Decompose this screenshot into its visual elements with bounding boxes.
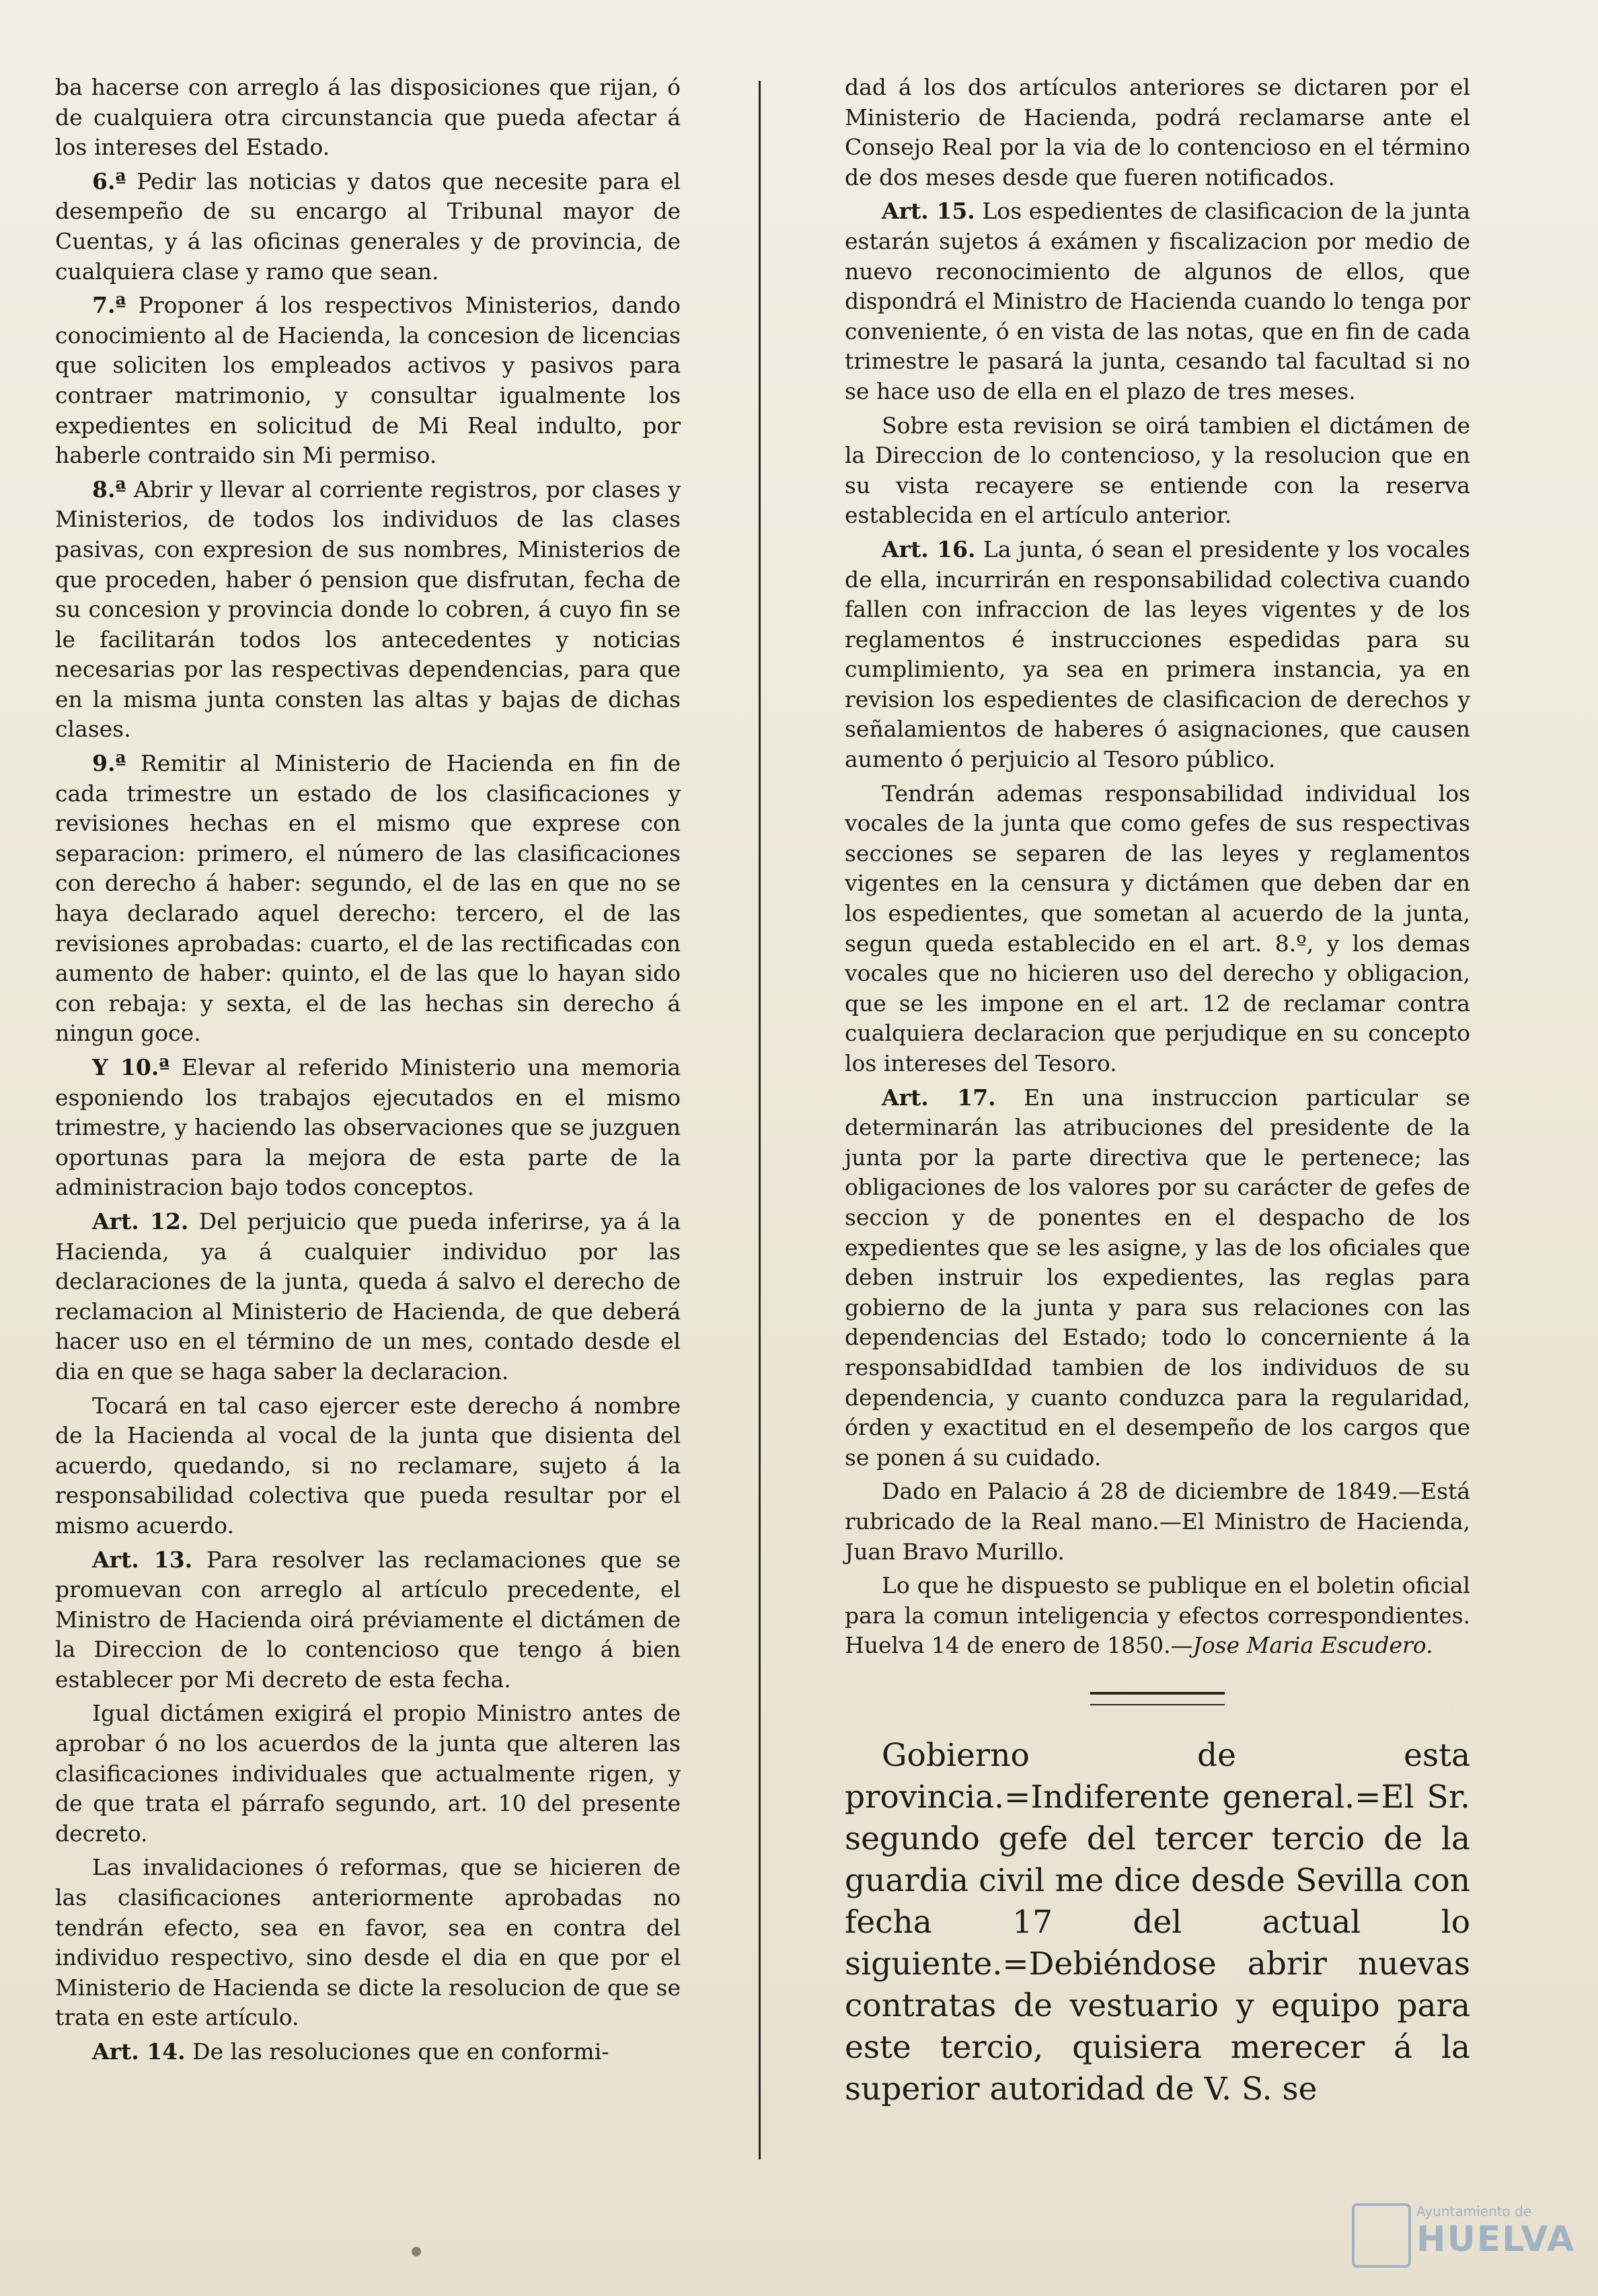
left-paragraph-0: ba hacerse con arreglo á las disposiciones que rijan, ó de cualquiera otra circunstancia que pueda afectar á los intereses del Estado.: [55, 74, 681, 161]
right-paragraph-5: Art. 17. En una instruccion particular se determinarán las atribuciones del presidente de la junta por la parte directiva que le pertenece; las obligaciones de los valores por su carácter de gefes de seccion y de ponentes en el despacho de los expedientes que se les asigne, y las de los oficiales que deben instruir los expedientes, las reglas para gobierno de la junta y para sus relaciones con las dependencias del Estado; todo lo concerniente á la responsabidIdad tambien de los individuos de su dependencia, y cuanto conduzca para la regularidad, órden y exactitud en el desempeño de los cargos que se ponen á su cuidado.: [845, 1084, 1470, 1471]
archive-watermark: [1352, 2196, 1576, 2270]
left-paragraph-7: Tocará en tal caso ejercer este derecho á nombre de la Hacienda al vocal de la junta que disienta del acuerdo, quedando, si no reclamare, sujeto á la responsabilidad colectiva que pueda resultar por el mismo acuerdo.: [55, 1392, 681, 1539]
left-paragraph-10: Las invalidaciones ó reformas, que se hicieren de las clasificaciones anteriormente aprobadas no tendrán efecto, sea en favor, sea en contra del individuo respectivo, sino desde el dia en que por el Ministerio de Hacienda se dicte la resolucion de que se trata en este artículo.: [55, 1854, 681, 2031]
signature-name: Jose Maria Escudero.: [1192, 1632, 1433, 1659]
left-paragraph-5: Y 10.ª Elevar al referido Ministerio una memoria esponiendo los trabajos ejecutados en el mismo trimestre, y haciendo las observaciones que se juzguen oportunas para la mejora de esta parte de la administracion bajo todos conceptos.: [55, 1054, 681, 1201]
right-paragraph-1: Art. 15. Los espedientes de clasificacion de la junta estarán sujetos á exámen y fiscalizacion por medio de nuevo reconocimiento de algunos de ellos, que dispondrá el Ministro de Hacienda cuando lo tenga por conveniente, ó en vista de las notas, que en fin de cada trimestre le pasará la junta, cesando tal facultad si no se hace uso de ella en el plazo de tres meses.: [845, 198, 1471, 404]
provincial-notice: Gobierno de esta provincia.=Indiferente general.=El Sr. segundo gefe del tercer tercio de la guardia civil me dice desde Sevilla con fecha 17 del actual lo siguiente.=Debiéndose abrir nuevas contratas de vestuario y equipo para este tercio, quisiera merecer á la superior autoridad de V. S. se: [845, 1736, 1470, 2108]
left-paragraph-2: 7.ª Proponer á los respectivos Ministerios, dando conocimiento al de Hacienda, la concesion de licencias que soliciten los empleados activos y pasivos para contraer matrimonio, y consultar igualmente los expedientes en solicitud de Mi Real indulto, por haberle contraido sin Mi permiso.: [55, 292, 681, 469]
right-paragraph-7: Lo que he dispuesto se publique en el boletin oficial para la comun inteligencia y efectos correspondientes. Huelva 14 de enero de 1850.—Jose Maria Escudero.: [845, 1572, 1470, 1659]
right-paragraph-4: Tendrán ademas responsabilidad individual los vocales de la junta que como gefes de sus respectivas secciones se separen de las leyes y reglamentos vigentes en la censura y dictámen que deben dar en los espedientes, que sometan al acuerdo de la junta, segun queda establecido en el art. 8.º, y los demas vocales que no hicieren uso del derecho y obligacion, que se les impone en el art. 12 de reclamar contra cualquiera declaracion que perjudique en su concepto los intereses del Tesoro.: [845, 780, 1470, 1076]
left-column: [55, 73, 681, 2071]
crest-icon: [1352, 2203, 1411, 2268]
right-paragraph-2: Sobre esta revision se oirá tambien el dictámen de la Direccion de lo contencioso, y la resolucion que en su vista recayere se entiende con la reserva establecida en el artículo anterior.: [845, 412, 1470, 529]
watermark-small-text: Ayuntamiento de: [1416, 2203, 1532, 2219]
column-rule: [759, 81, 761, 2159]
left-paragraph-3: 8.ª Abrir y llevar al corriente registros, por clases y Ministerios, de todos los individuos de las clases pasivas, con expresion de sus nombres, Ministerios de que proceden, haber ó pension que disfrutan, fecha de su concesion y provincia donde lo cobren, á cuyo fin se le facilitarán todos los antecedentes y noticias necesarias por las respectivas dependencias, para que en la misma junta consten las altas y bajas de dichas clases.: [55, 476, 681, 743]
watermark-big-text: HUELVA: [1416, 2219, 1576, 2260]
right-column: [845, 73, 1470, 2114]
section-divider: [1090, 1692, 1225, 1705]
left-paragraph-11: Art. 14. De las resoluciones que en conformi-: [92, 2038, 609, 2065]
left-paragraph-1: 6.ª Pedir las noticias y datos que necesite para el desempeño de su encargo al Tribunal mayor de Cuentas, y á las oficinas generales y de provincia, de cualquiera clase y ramo que sean.: [55, 168, 681, 285]
left-paragraph-8: Art. 13. Para resolver las reclamaciones que se promuevan con arreglo al artículo precedente, el Ministro de Hacienda oirá préviamente el dictámen de la Direccion de lo contencioso que tengo á bien establecer por Mi decreto de esta fecha.: [55, 1546, 681, 1693]
right-paragraph-6: Dado en Palacio á 28 de diciembre de 1849.—Está rubricado de la Real mano.—El Ministro de Hacienda, Juan Bravo Murillo.: [845, 1478, 1470, 1565]
right-paragraph-0: dad á los dos artículos anteriores se dictaren por el Ministerio de Hacienda, podrá reclamarse ante el Consejo Real por la via de lo contencioso en el término de dos meses desde que fueren notificados.: [845, 74, 1470, 190]
left-paragraph-4: 9.ª Remitir al Ministerio de Hacienda en fin de cada trimestre un estado de los clasificaciones y revisiones hechas en el mismo que exprese con separacion: primero, el número de las clasificaciones con derecho á haber: segundo, el de las en que no se haya declarado aquel derecho: tercero, el de las revisiones aprobadas: cuarto, el de las rectificadas con aumento de haber: quinto, el de las que lo hayan sido con rebaja: y sexta, el de las hechas sin derecho á ningun goce.: [55, 750, 681, 1047]
left-paragraph-6: Art. 12. Del perjuicio que pueda inferirse, ya á la Hacienda, ya á cualquier individuo por las declaraciones de la junta, queda á salvo el derecho de reclamacion al Ministerio de Hacienda, de que deberá hacer uso en el término de un mes, contado desde el dia en que se haga saber la declaracion.: [55, 1208, 681, 1384]
page-ornament-dot: [412, 2247, 421, 2256]
left-paragraph-9: Igual dictámen exigirá el propio Ministro antes de aprobar ó no los acuerdos de la junta que alteren las clasificaciones individuales que actualmente rigen, y de que trata el párrafo segundo, art. 10 del presente decreto.: [55, 1700, 681, 1847]
right-paragraph-3: Art. 16. La junta, ó sean el presidente y los vocales de ella, incurrirán en responsabilidad colectiva cuando fallen con infraccion de las leyes vigentes y de los reglamentos é instrucciones espedidas para su cumplimiento, ya sea en primera instancia, ya en revision los espedientes de clasificacion de derechos y señalamientos de haberes ó asignaciones, que causen aumento ó perjuicio al Tesoro público.: [845, 535, 1470, 773]
